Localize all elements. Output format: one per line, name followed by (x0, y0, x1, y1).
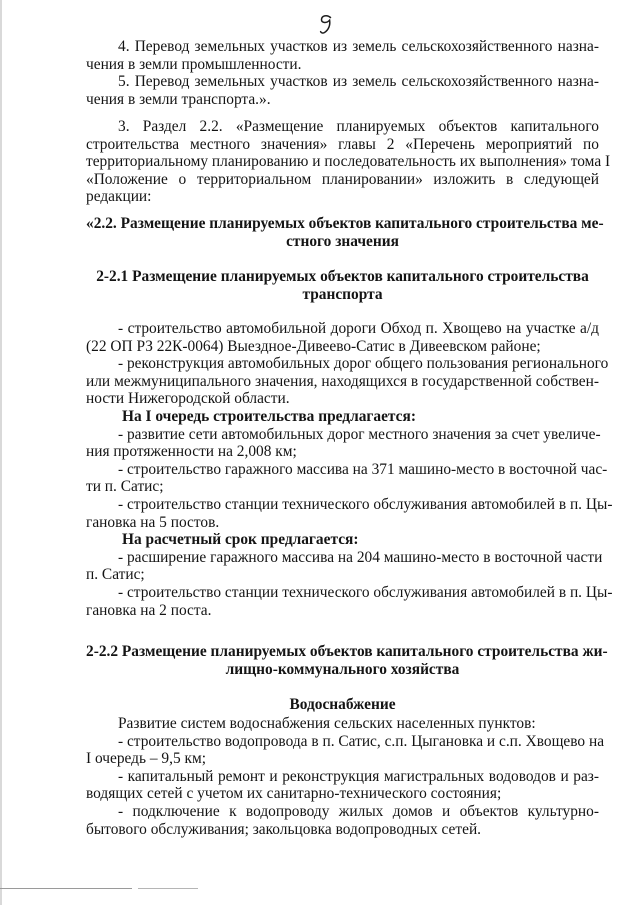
transport-item-6-line-2: п. Сатис; (86, 566, 145, 584)
section-2-2-title (86, 215, 604, 250)
section-2-2-2-title-line-2: лищно-коммунального хозяйства (225, 660, 460, 678)
section-2-2-1-title (86, 268, 599, 303)
water-item-3-line-2: бытового обслуживания; закольцовка водопроводных сетей. (86, 820, 482, 838)
section-2-2-1-title-line-1: 2-2.1 Размещение планируемых объектов капитального строительства (96, 268, 589, 285)
transport-item-5-line-1: - строительство станции технического обслуживания автомобилей в п. Цы- (118, 495, 613, 513)
item-5-line-1: 5. Перевод земельных участков из земель сельскохозяйственного назна- (118, 73, 599, 90)
transport-item-5-line-2: гановка на 5 постов. (86, 513, 220, 531)
clause-3-line-4: «Положение о территориальном планировании» изложить в следующей (86, 170, 599, 188)
clause-3 (86, 118, 611, 206)
clause-3-line-5: редакции: (86, 188, 152, 206)
item-4-line-2: чения в земли промышленности. (86, 55, 302, 73)
water-item-2-line-1: - капитальный ремонт и реконструкция магистральных водоводов и раз- (118, 767, 599, 785)
transport-item-2-line-1: - реконструкция автомобильных дорог общего пользования регионального (118, 355, 609, 373)
item-4 (86, 38, 599, 73)
scan-edge (0, 0, 2, 905)
water-item-3-line-1: - подключение к водопроводу жилых домов и объектов культурно- (118, 802, 599, 820)
water-intro: Развитие систем водоснабжения сельских населенных пунктов: (118, 715, 536, 732)
scan-bottom-rule-2 (138, 888, 198, 889)
transport-item-6-line-1: - расширение гаражного массива на 204 машино-место в восточной части (118, 548, 603, 566)
page-number-handwritten (318, 13, 334, 35)
section-2-2-2-title (86, 643, 608, 678)
water-supply-body (86, 715, 605, 838)
water-supply-heading-block (86, 696, 599, 714)
transport-item-3-line-1: - развитие сети автомобильных дорог местного значения за счет увеличе- (118, 425, 601, 443)
section-2-2-1-title-line-2: транспорта (302, 285, 383, 303)
water-item-1-line-2: I очередь – 9,5 км; (86, 750, 206, 768)
item-4-line-1: 4. Перевод земельных участков из земель сельскохозяйственного назна- (118, 38, 599, 55)
transport-item-4-line-2: ти п. Сатис; (86, 478, 164, 496)
section-2-2-title-line-2: стного значения (286, 232, 399, 250)
section-2-2-2-title-line-1: 2-2.2 Размещение планируемых объектов капитального строительства жи- (86, 643, 608, 660)
water-item-1-line-1: - строительство водопровода в п. Сатис, с.п. Цыгановка и с.п. Хвощево на (118, 732, 605, 750)
water-item-2-line-2: водящих сетей с учетом их санитарно-технического состояния; (86, 785, 502, 803)
estimated-term-heading: На расчетный срок предлагается: (122, 531, 359, 549)
transport-item-7-line-2: гановка на 2 поста. (86, 601, 212, 619)
clause-3-line-1: 3. Раздел 2.2. «Размещение планируемых объектов капитального (118, 118, 599, 135)
transport-item-2-line-3: ности Нижегородской области. (86, 390, 290, 408)
transport-item-7-line-1: - строительство станции технического обслуживания автомобилей в п. Цы- (118, 583, 613, 601)
transport-item-4-line-1: - строительство гаражного массива на 371 машино-место в восточной час- (118, 460, 608, 478)
water-supply-heading: Водоснабжение (289, 696, 396, 713)
item-5 (86, 73, 599, 108)
clause-3-line-3: территориальному планированию и последовательность их выполнения» тома I (86, 153, 611, 171)
transport-item-3-line-2: ния протяженности на 2,008 км; (86, 443, 297, 461)
transport-item-1-line-2: (22 ОП РЗ 22К-0064) Выездное-Дивеево-Сатис в Дивеевском районе; (86, 337, 541, 355)
first-stage-heading: На I очередь строительства предлагается: (122, 407, 416, 425)
section-2-2-1-body (86, 320, 613, 619)
item-5-line-2: чения в земли транспорта.». (86, 90, 271, 108)
transport-item-1-line-1: - строительство автомобильной дороги Обход п. Хвощево на участке а/д (118, 320, 599, 337)
clause-3-line-2: строительства местного значения» главы 2 «Перечень мероприятий по (86, 135, 599, 153)
section-2-2-title-line-1: «2.2. Размещение планируемых объектов капитального строительства ме- (86, 215, 604, 232)
scan-bottom-rule (0, 888, 132, 889)
transport-item-2-line-2: или межмуниципального значения, находящихся в государственной собствен- (86, 372, 599, 390)
